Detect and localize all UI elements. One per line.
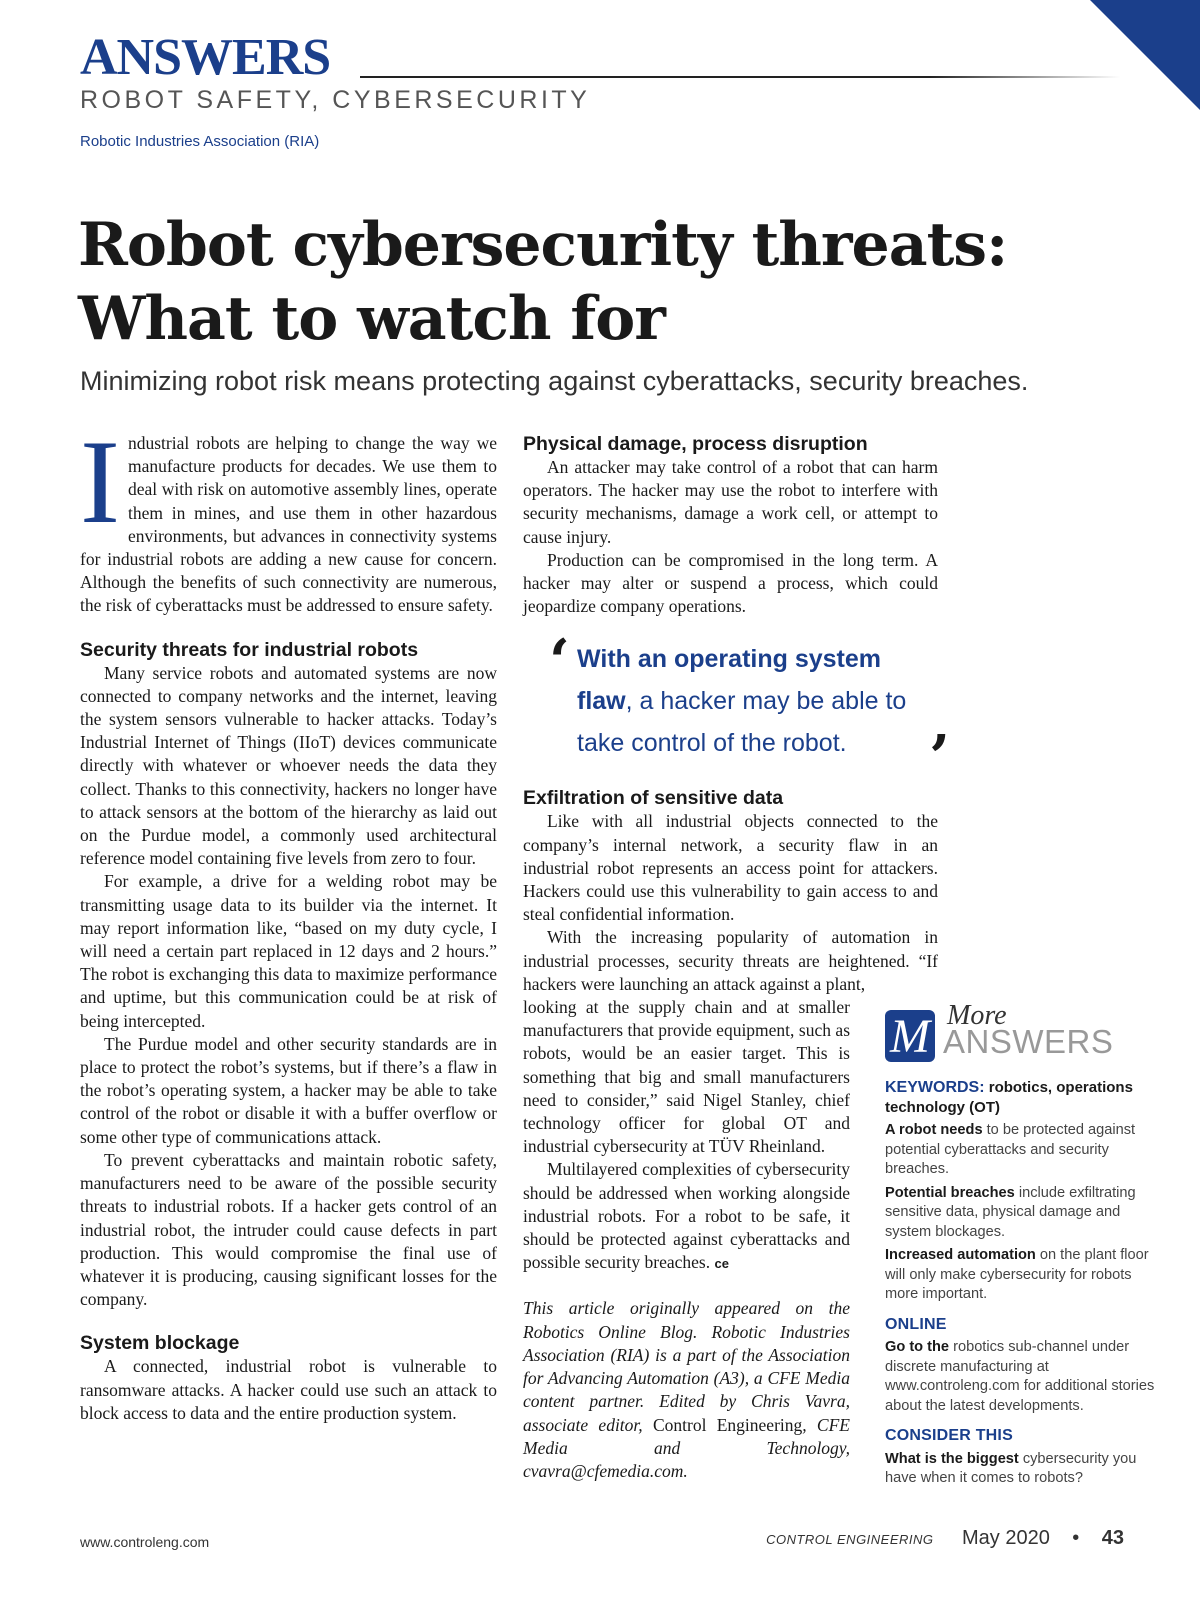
paragraph: looking at the supply chain and at smaller manufacturers that provide equipment, such as robots, would be an easier target. This is something that big and small manufacturers need to consider,” said Nigel Stanley, chief technology officer for global OT and industrial cybersecurity at TÜV Rheinland.	[523, 997, 850, 1157]
heading-system-blockage: System blockage	[80, 1332, 240, 1355]
article-subheadline: Minimizing robot risk means protecting against cyberattacks, security breaches.	[80, 366, 1029, 396]
point-text: to be protected against potential cyberattacks and security breaches.	[885, 1122, 1136, 1177]
paragraph	[523, 1158, 850, 1275]
paragraph: The Purdue model and other security standards are in place to protect the robot’s systems, but if there’s a flaw in the robot’s operating system, a hacker may be able to take control of the robot or disable it with a buffer overflow or some other type of communications attack.	[80, 1033, 497, 1147]
pull-quote-text: , a hacker may be able to take control of the robot.	[577, 687, 907, 758]
article-credit	[523, 1297, 850, 1483]
corner-triangle-decoration	[1090, 0, 1200, 110]
footer-url: www.controleng.com	[80, 1534, 210, 1550]
article-column-1	[80, 415, 497, 1425]
sidebar-point	[885, 1121, 1155, 1180]
paragraph: With the increasing popularity of automation in industrial processes, security threats are heightened. “If hackers were launching an attack against a plant,	[523, 927, 938, 994]
open-quote-mark: ‘	[549, 627, 570, 698]
credit-text: This article originally appeared on the Robotics Online Blog. Robotic Industries Association (RIA) is a part of the Association for Advancing Automation (A3), a CFE Media content partner. Edited by Chris Vavra, associate editor,	[523, 1298, 850, 1435]
headline-line-2: What to watch for	[78, 284, 665, 354]
keywords-text: robotics, operations technology (OT)	[885, 1079, 1133, 1116]
footer-publication: CONTROL ENGINEERING	[766, 1532, 934, 1547]
end-mark: ce	[714, 1256, 729, 1272]
close-quote-mark: ’	[929, 723, 950, 794]
paragraph: Like with all industrial objects connected to the company’s internal network, a security flaw in an industrial robot represents an access point for attackers. Hackers could use this vulnerability to gain access to and steal confidential information.	[523, 811, 938, 925]
online-body: robotics sub-channel under discrete manufacturing at www.controleng.com for additional stories about the latest developments.	[885, 1339, 1155, 1414]
paragraph: An attacker may take control of a robot that can harm operators. The hacker may use the robot to interfere with security mechanisms, damage a work cell, or attempt to cause injury.	[523, 457, 938, 547]
pull-quote-bold: With an operating system flaw	[577, 645, 881, 716]
footer-bullet: •	[1072, 1527, 1080, 1549]
point-lead: Potential breaches	[885, 1184, 1015, 1201]
point-lead: A robot needs	[885, 1122, 983, 1138]
heading-physical-damage: Physical damage, process disruption	[523, 433, 868, 455]
keywords-label: KEYWORDS:	[885, 1079, 985, 1096]
sidebar-point	[885, 1246, 1155, 1305]
narrow-text-block	[523, 996, 850, 1483]
drop-cap: I	[80, 415, 120, 548]
section-title: ANSWERS	[80, 29, 331, 86]
online-lead: Go to the	[885, 1339, 950, 1355]
paragraph: Production can be compromised in the long term. A hacker may alter or suspend a process, which could jeopardize company operations.	[523, 549, 938, 617]
logo-m-box: M	[885, 1010, 935, 1062]
credit-publication: Control Engineering	[652, 1414, 803, 1435]
consider-heading: CONSIDER THIS	[885, 1427, 1013, 1444]
page-number: 43	[1101, 1527, 1124, 1549]
paragraph: For example, a drive for a welding robot may be transmitting usage data to its builder via the internet. It may report information like, “based on my duty cycle, I will need a certain part replaced in 12 days and 2 hours.” The robot is exchanging this data to maximize performance and uptime, but this communication could be at risk of being intercepted.	[80, 871, 497, 1031]
more-answers-logo	[885, 1000, 1155, 1070]
logo-more-text: More	[947, 1000, 1007, 1031]
credit-text-end: , CFE Media and Technology, cvavra@cfemedia.com.	[523, 1414, 850, 1481]
point-lead: Increased automation	[885, 1247, 1036, 1263]
more-answers-sidebar	[885, 1000, 1155, 1493]
heading-exfiltration: Exfiltration of sensitive data	[523, 787, 784, 810]
keywords	[885, 1078, 1155, 1117]
paragraph: Many service robots and automated systems are now connected to company networks and the internet, leaving the system sensors vulnerable to hacker attacks. Today’s Industrial Internet of Things (IIoT) devices communicate directly with whatever or whoever needs the data they collect. Thanks to this connectivity, hackers no longer have to attack sensors at the bottom of the hierarchy as laid out on the Purdue model, a commonly used architectural reference model containing five levels from zero to four.	[80, 662, 497, 869]
article-source: Robotic Industries Association (RIA)	[80, 133, 320, 150]
online-heading: ONLINE	[885, 1315, 947, 1333]
intro-paragraph	[80, 415, 497, 618]
sidebar-point	[885, 1184, 1155, 1243]
paragraph: A connected, industrial robot is vulnerable to ransomware attacks. A hacker could use such an attack to block access to data and the entire production system.	[80, 1356, 497, 1423]
headline-line-1: Robot cybersecurity threats:	[78, 210, 1008, 280]
paragraph-text: Multilayered complexities of cybersecurity should be addressed when working alongside industrial robots. For a robot to be safe, it should be protected against cyberattacks and possible security breaches.	[523, 1159, 850, 1273]
logo-answers-text: ANSWERS	[943, 1023, 1114, 1060]
online-text	[885, 1338, 1155, 1416]
footer-date: May 2020	[961, 1527, 1050, 1549]
pull-quote	[523, 627, 950, 794]
header-rule	[360, 76, 1120, 78]
heading-security-threats: Security threats for industrial robots	[80, 638, 419, 661]
article-headline	[78, 208, 1128, 356]
section-subtitle: ROBOT SAFETY, CYBERSECURITY	[80, 86, 591, 114]
consider-lead: What is the biggest	[885, 1450, 1019, 1467]
consider-body: cybersecurity you have when it comes to robots?	[885, 1450, 1137, 1486]
point-text: include exfiltrating sensitive data, physical damage and system blockages.	[885, 1184, 1136, 1240]
footer-info	[766, 1527, 1124, 1550]
point-text: on the plant floor will only make cybersecurity for robots more important.	[885, 1247, 1149, 1302]
intro-text: ndustrial robots are helping to change the way we manufacture products for decades. We use them to deal with risk on automotive assembly lines, operate them in mines, and use them in other hazardous environments, but advances in connectivity systems for industrial robots are adding a new cause for concern. Although the benefits of such connectivity are numerous, the risk of cyberattacks must be addressed to ensure safety.	[80, 433, 497, 616]
paragraph: To prevent cyberattacks and maintain robotic safety, manufacturers need to be aware of the possible security threats to industrial robots. If a hacker gets control of an industrial robot, the intruder could cause defects in part production. This would compromise the final use of whatever it is producing, causing significant losses for the company.	[80, 1149, 497, 1310]
consider-text	[885, 1450, 1155, 1489]
